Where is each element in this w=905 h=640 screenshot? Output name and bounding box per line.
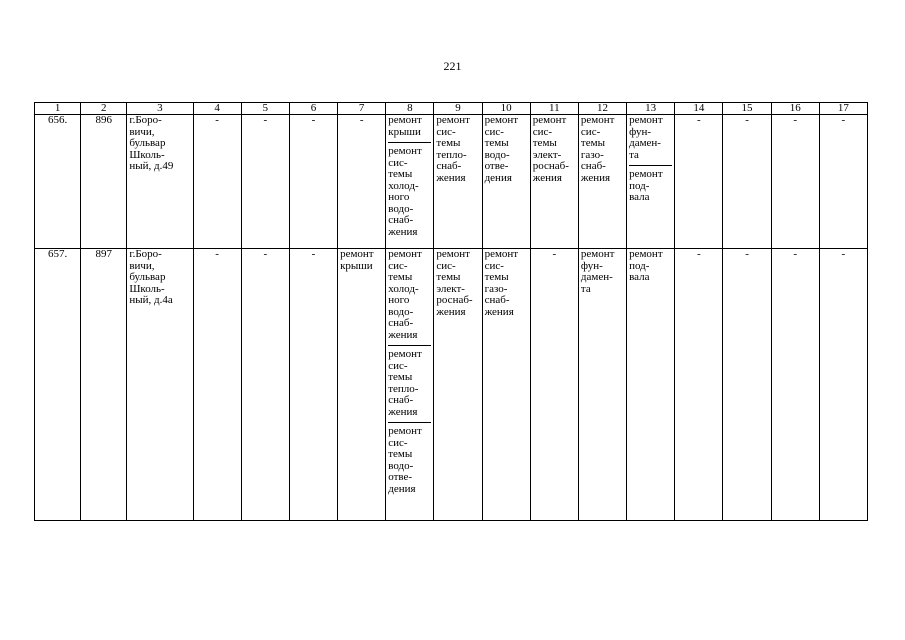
work-item <box>340 249 383 276</box>
column-header: 8 <box>386 103 434 115</box>
work-item <box>629 249 672 288</box>
work-line: ремонт <box>388 248 422 260</box>
work-item <box>581 249 624 299</box>
work-cell <box>627 249 675 521</box>
work-line: жения <box>580 171 611 184</box>
work-line: ремонт <box>340 248 374 260</box>
work-cell <box>482 249 530 521</box>
work-line: под- <box>629 179 650 192</box>
work-line: та <box>629 148 639 161</box>
work-line: сис- <box>388 359 408 372</box>
work-line: водо- <box>388 459 414 472</box>
work-line: роснаб- <box>532 160 569 172</box>
work-line: крыши <box>340 259 373 272</box>
work-item <box>533 115 576 188</box>
work-line: снаб- <box>436 160 462 172</box>
work-line: темы <box>388 448 413 460</box>
work-line: ремонт <box>436 248 470 260</box>
work-line: темы <box>436 271 461 283</box>
work-line: сис- <box>388 436 408 449</box>
work-cell <box>482 115 530 249</box>
address-line: вичи, <box>129 125 155 138</box>
work-line: тепло- <box>436 148 467 161</box>
column-header: 7 <box>338 103 386 115</box>
work-line: ремонт <box>388 145 422 157</box>
work-item <box>629 115 672 166</box>
empty-mark: - <box>771 249 819 521</box>
address-line: вичи, <box>129 259 155 272</box>
column-header: 11 <box>530 103 578 115</box>
work-line: элект- <box>532 148 562 161</box>
empty-mark: - <box>193 115 241 249</box>
work-line: сис- <box>532 125 553 138</box>
work-line: газо- <box>580 148 604 161</box>
address-line: г.Боро- <box>129 114 162 126</box>
column-header: 14 <box>675 103 723 115</box>
address-line: ный, д.49 <box>129 160 174 172</box>
column-header: 15 <box>723 103 771 115</box>
work-line: жения <box>532 171 562 184</box>
object-code: 896 <box>81 115 127 249</box>
work-item <box>436 249 479 322</box>
work-line: жения <box>436 171 466 184</box>
work-item <box>581 115 624 188</box>
column-header: 16 <box>771 103 819 115</box>
work-line: ремонт <box>388 425 422 437</box>
work-line: темы <box>532 137 557 149</box>
column-header: 10 <box>482 103 530 115</box>
work-line: ремонт <box>532 114 567 126</box>
column-number-row <box>35 103 868 115</box>
work-line: ремонт <box>580 248 615 260</box>
column-header: 2 <box>81 103 127 115</box>
work-line: вала <box>629 271 650 283</box>
work-line: дамен- <box>629 137 661 149</box>
work-cell <box>434 249 482 521</box>
work-item <box>629 169 672 208</box>
work-line: холод- <box>388 179 419 192</box>
work-item <box>388 349 431 423</box>
work-line: ремонт <box>484 114 519 126</box>
work-line: водо- <box>388 305 414 318</box>
work-line: тепло- <box>388 382 419 395</box>
work-line: ного <box>388 191 410 203</box>
row-number: 657. <box>35 249 81 521</box>
work-line: темы <box>436 137 461 149</box>
work-line: дамен- <box>580 271 613 283</box>
row-number: 656. <box>35 115 81 249</box>
object-code: 897 <box>81 249 127 521</box>
work-line: роснаб- <box>436 294 473 306</box>
work-cell <box>627 115 675 249</box>
empty-mark: - <box>675 115 723 249</box>
work-line: та <box>580 282 591 295</box>
work-line: сис- <box>388 259 408 272</box>
work-line: под- <box>629 259 650 272</box>
work-line: ремонт <box>436 114 470 126</box>
work-line: темы <box>484 271 509 283</box>
empty-mark: - <box>289 249 337 521</box>
work-line: отве- <box>388 471 413 483</box>
work-item <box>388 249 431 346</box>
column-header: 17 <box>819 103 867 115</box>
table-row <box>35 249 868 521</box>
empty-mark: - <box>241 249 289 521</box>
work-item <box>388 115 431 143</box>
empty-mark: - <box>819 249 867 521</box>
work-line: ремонт <box>484 248 519 260</box>
work-line: ного <box>388 294 410 306</box>
column-header: 1 <box>35 103 81 115</box>
address-line: ный, д.4а <box>129 294 173 306</box>
work-line: ремонт <box>580 114 615 126</box>
work-line: сис- <box>484 125 504 138</box>
work-item <box>485 115 528 188</box>
work-line: снаб- <box>388 394 414 406</box>
work-line: сис- <box>388 156 408 169</box>
work-line: ремонт <box>388 114 422 126</box>
work-cell <box>386 115 434 249</box>
address-line: Школь- <box>129 282 165 295</box>
empty-mark: - <box>723 249 771 521</box>
work-line: фун- <box>629 125 651 138</box>
work-line: ремонт <box>388 348 422 360</box>
work-line: элект- <box>436 282 465 295</box>
address-cell <box>127 115 193 249</box>
work-line: ремонт <box>629 114 663 126</box>
empty-mark: - <box>530 249 578 521</box>
work-cell <box>530 115 578 249</box>
work-line: сис- <box>436 259 456 272</box>
work-cell <box>386 249 434 521</box>
work-line: жения <box>388 405 418 418</box>
column-header: 5 <box>241 103 289 115</box>
column-header: 9 <box>434 103 482 115</box>
column-header: 4 <box>193 103 241 115</box>
work-line: снаб- <box>484 294 510 306</box>
work-line: жения <box>388 328 418 341</box>
address-line: бульвар <box>129 137 166 149</box>
work-line: фун- <box>580 259 603 272</box>
empty-mark: - <box>289 115 337 249</box>
address-line: г.Боро- <box>129 248 162 260</box>
work-cell <box>434 115 482 249</box>
work-line: темы <box>580 137 605 149</box>
work-line: темы <box>388 168 413 180</box>
work-line: жения <box>388 225 418 238</box>
column-header: 12 <box>578 103 626 115</box>
empty-mark: - <box>723 115 771 249</box>
work-cell <box>338 249 386 521</box>
work-line: жения <box>436 305 466 318</box>
work-cell <box>578 115 626 249</box>
work-line: снаб- <box>388 317 414 329</box>
repair-schedule-table <box>34 102 868 521</box>
work-line: крыши <box>388 125 421 138</box>
work-item <box>388 146 431 242</box>
work-line: сис- <box>484 259 504 272</box>
work-line: отве- <box>484 160 509 172</box>
work-item <box>485 249 528 322</box>
address-line: Школь- <box>129 148 165 161</box>
work-line: дения <box>388 482 416 495</box>
column-header: 3 <box>127 103 193 115</box>
work-cell <box>578 249 626 521</box>
work-line: снаб- <box>580 160 606 172</box>
work-line: вала <box>629 191 650 203</box>
work-line: газо- <box>484 282 508 295</box>
empty-mark: - <box>193 249 241 521</box>
work-line: темы <box>388 371 413 383</box>
address-cell <box>127 249 193 521</box>
work-line: снаб- <box>388 214 414 226</box>
page-number: 221 <box>443 59 462 73</box>
work-item <box>388 426 431 499</box>
work-line: темы <box>484 137 509 149</box>
work-line: водо- <box>484 148 510 161</box>
work-item <box>436 115 479 188</box>
empty-mark: - <box>338 115 386 249</box>
table-row <box>35 115 868 249</box>
work-line: ремонт <box>629 248 663 260</box>
empty-mark: - <box>771 115 819 249</box>
empty-mark: - <box>241 115 289 249</box>
work-line: сис- <box>436 125 456 138</box>
work-line: водо- <box>388 202 414 215</box>
work-line: темы <box>388 271 413 283</box>
work-line: сис- <box>580 125 601 138</box>
work-line: холод- <box>388 282 419 295</box>
work-line: дения <box>484 171 512 184</box>
column-header: 6 <box>289 103 337 115</box>
work-line: ремонт <box>629 168 663 180</box>
address-line: бульвар <box>129 271 166 283</box>
work-line: жения <box>484 305 514 318</box>
column-header: 13 <box>627 103 675 115</box>
empty-mark: - <box>675 249 723 521</box>
empty-mark: - <box>819 115 867 249</box>
